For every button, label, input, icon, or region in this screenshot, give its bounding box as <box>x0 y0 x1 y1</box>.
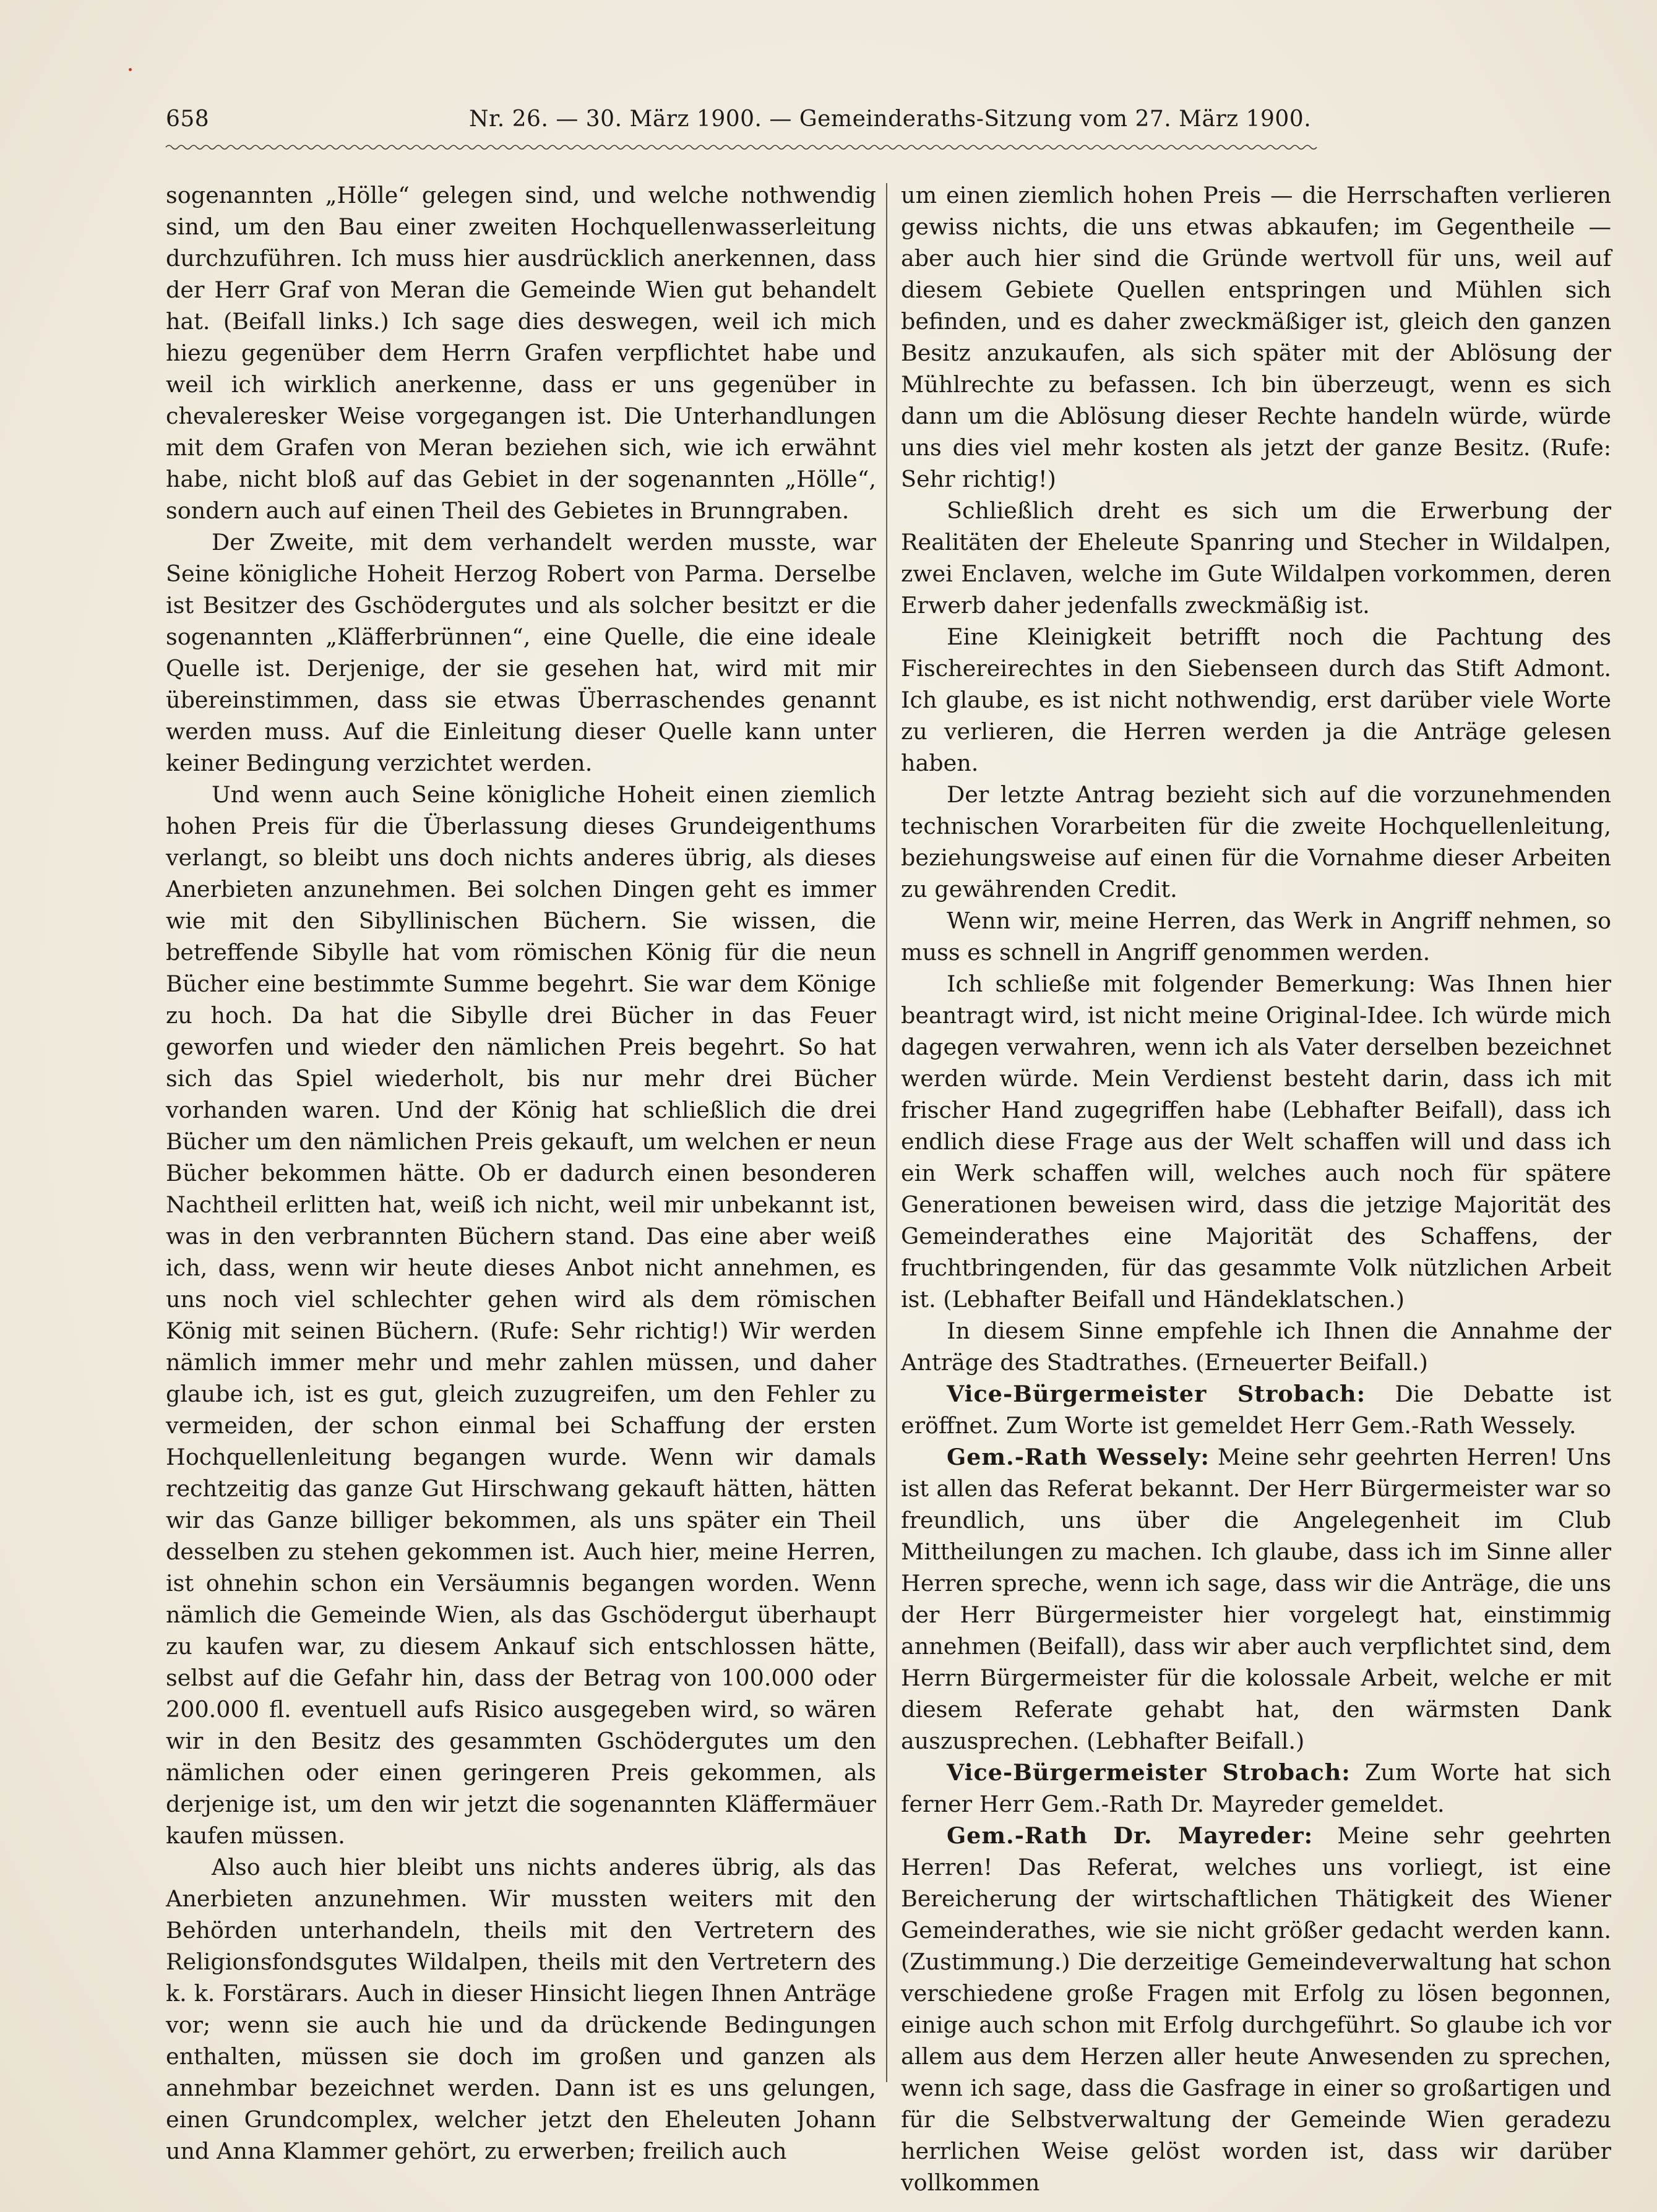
page-number: 658 <box>166 106 210 132</box>
speech-text: Zum Worte hat sich ferner Herr Gem.-Rath Dr. Mayreder gemeldet. <box>901 1759 1612 1817</box>
paragraph: Eine Kleinigkeit betrifft noch die Pachtung des Fischereirechtes in den Siebenseen durch das Stift Admont. Ich glaube, es ist nicht nothwendig, erst darüber viele Worte zu verlieren, die Herren werden ja die Anträge gelesen haben. <box>901 624 1611 776</box>
speaker-name: Gem.-Rath Dr. Mayreder: <box>947 1822 1314 1849</box>
speech-text: Meine sehr geehrten Herren! Das Referat, welches uns vorliegt, ist eine Bereicherung der wirtschaftlichen Thätigkeit des Wiener Gemeinderathes, wie sie nicht größer gedacht werden kann. (Zustimmung.) Die derzeitige Gemeindeverwaltung hat schon verschiedene große Fragen mit Erfolg zu lösen begonnen, einige auch schon mit Erfolg durchgeführt. So glaube ich vor allem aus dem Herzen aller heute Anwesenden zu sprechen, wenn ich sage, dass die Gasfrage in einer so großartigen und für die Selbstverwaltung der Gemeinde Wien geradezu herrlichen Weise gelöst worden ist, dass wir darüber vollkommen <box>901 1822 1612 2196</box>
speaker-name: Gem.-Rath Wessely: <box>947 1444 1210 1470</box>
speaker-name: Vice-Bürgermeister Strobach: <box>947 1759 1351 1786</box>
speech-paragraph <box>901 1757 1611 1820</box>
paragraph: um einen ziemlich hohen Preis — die Herrschaften verlieren gewiss nichts, die uns etwas abkaufen; im Gegentheile — aber auch hier sind die Gründe wertvoll für uns, weil auf diesem Gebiete Quellen entspringen und Mühlen sich befinden, und es daher zweckmäßiger ist, gleich den ganzen Besitz anzukaufen, als sich später mit der Ablösung der Mühlrechte zu befassen. Ich bin überzeugt, wenn es sich dann um die Ablösung dieser Rechte handeln würde, würde uns dies viel mehr kosten als jetzt der ganze Besitz. (Rufe: Sehr richtig!) <box>901 182 1611 492</box>
paragraph: Also auch hier bleibt uns nichts anderes übrig, als das Anerbieten anzunehmen. Wir mussten weiters mit den Behörden unterhandeln, theils mit den Vertretern des Religionsfondsgutes Wildalpen, theils mit den Vertretern des k. k. Forstärars. Auch in dieser Hinsicht liegen Ihnen Anträge vor; wenn sie auch hie und da drückende Bedingungen enthalten, müssen sie doch im großen und ganzen als annehmbar bezeichnet werden. Dann ist es uns gelungen, einen Grundcomplex, welcher jetzt den Eheleuten Johann und Anna Klammer gehört, zu erwerben; freilich auch <box>166 1854 876 2164</box>
paragraph: Der letzte Antrag bezieht sich auf die vorzunehmenden technischen Vorarbeiten für die zweite Hochquellenleitung, beziehungsweise auf einen für die Vornahme dieser Arbeiten zu gewährenden Credit. <box>901 781 1611 902</box>
header-wavy-rule <box>166 144 1317 151</box>
paragraph: Der Zweite, mit dem verhandelt werden musste, war Seine königliche Hoheit Herzog Robert von Parma. Derselbe ist Besitzer des Gschödergutes und als solcher besitzt er die sogenannten „Kläfferbrünnen“, eine Quelle, die eine ideale Quelle ist. Derjenige, der sie gesehen hat, wird mit mir übereinstimmen, dass sie etwas Überraschendes genannt werden muss. Auf die Einleitung dieser Quelle kann unter keiner Bedingung verzichtet werden. <box>166 529 876 776</box>
ink-mark <box>129 68 132 71</box>
page-header <box>166 104 1317 141</box>
paragraph: sogenannten „Hölle“ gelegen sind, und welche nothwendig sind, um den Bau einer zweiten Hochquellenwasserleitung durchzuführen. Ich muss hier ausdrücklich anerkennen, dass der Herr Graf von Meran die Gemeinde Wien gut behandelt hat. (Beifall links.) Ich sage dies deswegen, weil ich mich hiezu gegenüber dem Herrn Grafen verpflichtet habe und weil ich wirklich anerkenne, dass er uns gegenüber in chevaleresker Weise vorgegangen ist. Die Unterhandlungen mit dem Grafen von Meran beziehen sich, wie ich erwähnt habe, nicht bloß auf das Gebiet in der sogenannten „Hölle“, sondern auch auf einen Theil des Gebietes in Brunngraben. <box>166 182 876 524</box>
speech-paragraph <box>901 1820 1611 2198</box>
speaker-name: Vice-Bürgermeister Strobach: <box>947 1381 1366 1407</box>
right-column <box>901 179 1612 2196</box>
paragraph: Schließlich dreht es sich um die Erwerbung der Realitäten der Eheleute Spanring und Stecher in Wildalpen, zwei Enclaven, welche im Gute Wildalpen vorkommen, deren Erwerb daher jedenfalls zweckmäßig ist. <box>901 497 1611 619</box>
speech-paragraph <box>901 1441 1611 1757</box>
paragraph: Wenn wir, meine Herren, das Werk in Angriff nehmen, so muss es schnell in Angriff genommen werden. <box>901 907 1611 966</box>
speech-text: Meine sehr geehrten Herren! Uns ist allen das Referat bekannt. Der Herr Bürgermeister war so freundlich, uns über die Angelegenheit im Club Mittheilungen zu machen. Ich glaube, dass ich im Sinne aller Herren spreche, wenn ich sage, dass wir die Anträge, die uns der Herr Bürgermeister hier vorgelegt hat, einstimmig annehmen (Beifall), dass wir aber auch verpflichtet sind, dem Herrn Bürgermeister für die kolossale Arbeit, welche er mit diesem Referate gehabt hat, den wärmsten Dank auszusprechen. (Lebhafter Beifall.) <box>901 1444 1612 1754</box>
paragraph: Ich schließe mit folgender Bemerkung: Was Ihnen hier beantragt wird, ist nicht meine Original-Idee. Ich würde mich dagegen verwahren, wenn ich als Vater derselben bezeichnet werden würde. Mein Verdienst besteht darin, dass ich mit frischer Hand zugegriffen habe (Lebhafter Beifall), dass ich endlich diese Frage aus der Welt schaffen will und dass ich ein Werk schaffen will, welches auch noch für spätere Generationen beweisen wird, dass die jetzige Majorität des Gemeinderathes eine Majorität des Schaffens, der fruchtbringenden, für das gesammte Volk nützlichen Arbeit ist. (Lebhafter Beifall und Händeklatschen.) <box>901 971 1611 1313</box>
running-head: Nr. 26. — 30. März 1900. — Gemeinderaths-Sitzung vom 27. März 1900. <box>469 106 1312 132</box>
paragraph: In diesem Sinne empfehle ich Ihnen die Annahme der Anträge des Stadtrathes. (Erneuerter Beifall.) <box>901 1318 1611 1376</box>
paragraph: Und wenn auch Seine königliche Hoheit einen ziemlich hohen Preis für die Überlassung dieses Grundeigenthums verlangt, so bleibt uns doch nichts anderes übrig, als dieses Anerbieten anzunehmen. Bei solchen Dingen geht es immer wie mit den Sibyllinischen Büchern. Sie wissen, die betreffende Sibylle hat vom römischen König für die neun Bücher eine bestimmte Summe begehrt. Sie war dem Könige zu hoch. Da hat die Sibylle drei Bücher in das Feuer geworfen und wieder den nämlichen Preis begehrt. So hat sich das Spiel wiederholt, bis nur mehr drei Bücher vorhanden waren. Und der König hat schließlich die drei Bücher um den nämlichen Preis gekauft, um welchen er neun Bücher bekommen hätte. Ob er dadurch einen besonderen Nachtheil erlitten hat, weiß ich nicht, weil mir unbekannt ist, was in den verbrannten Büchern stand. Das eine aber weiß ich, dass, wenn wir heute dieses Anbot nicht annehmen, es uns noch viel schlechter gehen wird als dem römischen König mit seinen Büchern. (Rufe: Sehr richtig!) Wir werden nämlich immer mehr und mehr zahlen müssen, und daher glaube ich, ist es gut, gleich zuzugreifen, um den Fehler zu vermeiden, der schon einmal bei Schaffung der ersten Hochquellenleitung begangen wurde. Wenn wir damals rechtzeitig das ganze Gut Hirschwang gekauft hätten, hätten wir das Ganze billiger bekommen, als uns später ein Theil desselben zu stehen gekommen ist. Auch hier, meine Herren, ist ohnehin schon ein Versäumnis begangen worden. Wenn nämlich die Gemeinde Wien, als das Gschödergut überhaupt zu kaufen war, zu diesem Ankauf sich entschlossen hätte, selbst auf die Gefahr hin, dass der Betrag von 100.000 oder 200.000 fl. eventuell aufs Risico ausgegeben wird, so wären wir in den Besitz des gesammten Gschödergutes um den nämlichen oder einen geringeren Preis gekommen, als derjenige ist, um den wir jetzt die sogenannten Kläffermäuer kaufen müssen. <box>166 781 876 1849</box>
left-column <box>166 179 876 2164</box>
speech-paragraph <box>901 1378 1611 1441</box>
column-divider <box>886 183 887 2082</box>
speech-text: Die Debatte ist eröffnet. Zum Worte ist gemeldet Herr Gem.-Rath Wessely. <box>901 1381 1611 1439</box>
